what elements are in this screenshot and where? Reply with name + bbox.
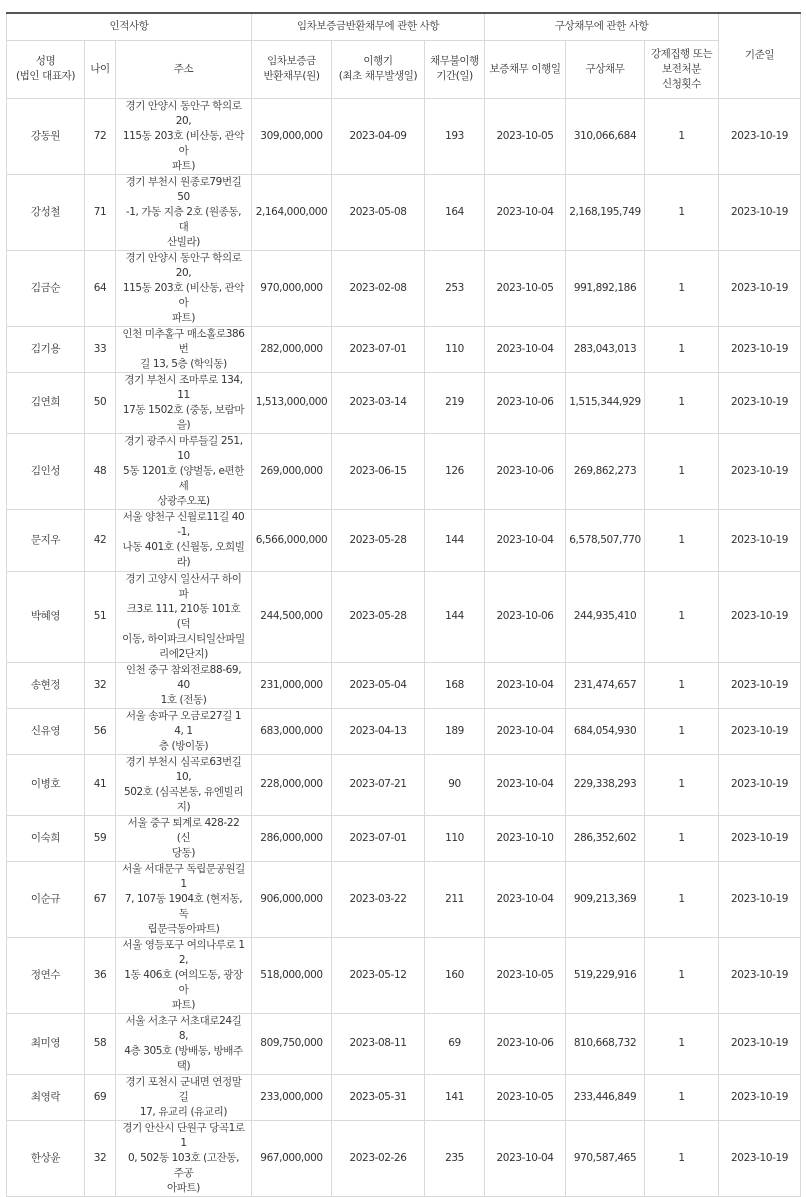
address-line: 경기 광주시 마루들길 251, 10 — [124, 434, 243, 462]
cell-deposit: 231,000,000 — [252, 662, 332, 708]
cell-base-date: 2023-10-19 — [719, 433, 801, 509]
header-perform-line1: 이행기 — [363, 55, 393, 67]
cell-default-days: 235 — [425, 1120, 485, 1196]
cell-name: 강성철 — [7, 174, 85, 250]
address-line: 경기 고양시 일산서구 하이파 — [125, 572, 242, 600]
table-row — [7, 509, 801, 571]
address-line: 인천 미추홀구 매소홀로386번 — [122, 327, 245, 355]
address-line: 길 13, 5층 (학익동) — [140, 357, 227, 370]
address-line: 서울 영등포구 여의나루로 12, — [122, 938, 245, 966]
cell-perform-date: 2023-05-28 — [332, 571, 425, 662]
cell-name: 정연수 — [7, 937, 85, 1013]
cell-name: 최미영 — [7, 1013, 85, 1074]
cell-guarantee-perform-date: 2023-10-04 — [485, 326, 566, 372]
cell-guarantee-perform-date: 2023-10-06 — [485, 1013, 566, 1074]
cell-base-date: 2023-10-19 — [719, 326, 801, 372]
cell-deposit: 6,566,000,000 — [252, 509, 332, 571]
cell-address — [116, 433, 252, 509]
address-line: 나동 401호 (신월동, 오희빌 — [122, 541, 245, 553]
cell-address — [116, 98, 252, 174]
cell-default-days: 144 — [425, 509, 485, 571]
table-row — [7, 1013, 801, 1074]
header-default-line2: 기간(일) — [436, 70, 473, 82]
cell-enforcement-count: 1 — [645, 815, 719, 861]
cell-guarantee-perform-date: 2023-10-04 — [485, 662, 566, 708]
header-address: 주소 — [116, 40, 252, 98]
debtor-table — [6, 12, 801, 1197]
table-row — [7, 326, 801, 372]
table-row — [7, 815, 801, 861]
cell-base-date: 2023-10-19 — [719, 815, 801, 861]
cell-enforcement-count: 1 — [645, 326, 719, 372]
cell-base-date: 2023-10-19 — [719, 1120, 801, 1196]
header-indemnity-amount: 구상채무 — [566, 40, 645, 98]
table-row — [7, 861, 801, 937]
header-enforce-line3: 신청횟수 — [662, 77, 702, 90]
address-line: 서울 서초구 서초대로24길 8, — [125, 1014, 242, 1042]
cell-deposit: 2,164,000,000 — [252, 174, 332, 250]
cell-name: 강동원 — [7, 98, 85, 174]
cell-perform-date: 2023-05-04 — [332, 662, 425, 708]
cell-enforcement-count: 1 — [645, 1120, 719, 1196]
cell-base-date: 2023-10-19 — [719, 571, 801, 662]
cell-guarantee-perform-date: 2023-10-04 — [485, 708, 566, 754]
cell-deposit: 244,500,000 — [252, 571, 332, 662]
cell-deposit: 233,000,000 — [252, 1074, 332, 1120]
cell-age: 36 — [85, 937, 116, 1013]
cell-base-date: 2023-10-19 — [719, 1013, 801, 1074]
cell-default-days: 160 — [425, 937, 485, 1013]
header-default-days — [425, 40, 485, 98]
header-base-date: 기준일 — [719, 13, 801, 98]
cell-age: 42 — [85, 509, 116, 571]
cell-perform-date: 2023-03-22 — [332, 861, 425, 937]
cell-deposit: 1,513,000,000 — [252, 372, 332, 433]
cell-age: 48 — [85, 433, 116, 509]
cell-address — [116, 662, 252, 708]
cell-age: 72 — [85, 98, 116, 174]
cell-deposit: 309,000,000 — [252, 98, 332, 174]
cell-age: 51 — [85, 571, 116, 662]
cell-enforcement-count: 1 — [645, 433, 719, 509]
cell-perform-date: 2023-02-26 — [332, 1120, 425, 1196]
cell-deposit: 906,000,000 — [252, 861, 332, 937]
address-line: 7, 107동 1904호 (현저동, 독 — [124, 892, 243, 920]
cell-default-days: 219 — [425, 372, 485, 433]
cell-age: 64 — [85, 250, 116, 326]
cell-name: 이순규 — [7, 861, 85, 937]
cell-deposit: 809,750,000 — [252, 1013, 332, 1074]
cell-deposit: 970,000,000 — [252, 250, 332, 326]
cell-age: 67 — [85, 861, 116, 937]
cell-default-days: 141 — [425, 1074, 485, 1120]
header-name — [7, 40, 85, 98]
address-line: 서울 서대문구 독립문공원길 1 — [122, 862, 245, 890]
address-line: 라) — [176, 556, 191, 568]
cell-indemnity-amount: 283,043,013 — [566, 326, 645, 372]
cell-perform-date: 2023-05-12 — [332, 937, 425, 1013]
header-deposit-line1: 임차보증금 — [267, 55, 316, 67]
address-line: 서울 중구 퇴계로 428-22 (신 — [127, 816, 240, 844]
cell-enforcement-count: 1 — [645, 174, 719, 250]
cell-guarantee-perform-date: 2023-10-04 — [485, 174, 566, 250]
cell-name: 김금순 — [7, 250, 85, 326]
cell-address — [116, 815, 252, 861]
header-name-line2: (법인 대표자) — [15, 70, 76, 82]
address-line: 인천 중구 참외전로88-69, 40 — [125, 663, 242, 691]
cell-enforcement-count: 1 — [645, 509, 719, 571]
cell-indemnity-amount: 810,668,732 — [566, 1013, 645, 1074]
address-line: -1, 가동 지층 2호 (원종동, 대 — [125, 205, 242, 233]
header-enforcement-count — [645, 40, 719, 98]
cell-address — [116, 708, 252, 754]
address-line: 층 (방이동) — [158, 739, 209, 752]
table-row — [7, 937, 801, 1013]
cell-indemnity-amount: 991,892,186 — [566, 250, 645, 326]
cell-perform-date: 2023-05-08 — [332, 174, 425, 250]
header-age: 나이 — [85, 40, 116, 98]
cell-guarantee-perform-date: 2023-10-05 — [485, 1074, 566, 1120]
address-line: 115동 203호 (비산동, 관악아 — [122, 281, 245, 309]
cell-age: 56 — [85, 708, 116, 754]
table-row — [7, 174, 801, 250]
cell-name: 김인성 — [7, 433, 85, 509]
cell-age: 58 — [85, 1013, 116, 1074]
header-personal: 인적사항 — [7, 13, 252, 40]
cell-default-days: 110 — [425, 815, 485, 861]
cell-deposit: 967,000,000 — [252, 1120, 332, 1196]
cell-enforcement-count: 1 — [645, 754, 719, 815]
address-line: 경기 부천시 심곡로63번길 10, — [125, 755, 242, 783]
cell-base-date: 2023-10-19 — [719, 509, 801, 571]
address-line: 경기 안양시 동안구 학의로 20, — [125, 99, 242, 127]
cell-perform-date: 2023-03-14 — [332, 372, 425, 433]
address-line: 0, 502동 103호 (고잔동, 주공 — [127, 1151, 240, 1179]
address-line: 파트) — [171, 159, 196, 172]
header-deposit — [252, 40, 332, 98]
cell-age: 50 — [85, 372, 116, 433]
cell-perform-date: 2023-05-31 — [332, 1074, 425, 1120]
address-line: 당동) — [171, 846, 196, 859]
cell-default-days: 164 — [425, 174, 485, 250]
cell-guarantee-perform-date: 2023-10-05 — [485, 250, 566, 326]
cell-address — [116, 509, 252, 571]
cell-address — [116, 937, 252, 1013]
cell-enforcement-count: 1 — [645, 708, 719, 754]
table-row — [7, 662, 801, 708]
header-indemnity-debt: 구상채무에 관한 사항 — [485, 13, 719, 40]
cell-guarantee-perform-date: 2023-10-10 — [485, 815, 566, 861]
cell-base-date: 2023-10-19 — [719, 98, 801, 174]
address-line: 경기 부천시 원종로79번길 50 — [125, 175, 242, 203]
cell-age: 71 — [85, 174, 116, 250]
header-perform-line2: (최초 채무발생일) — [338, 70, 418, 82]
cell-perform-date: 2023-04-13 — [332, 708, 425, 754]
cell-address — [116, 754, 252, 815]
address-line: 산빌라) — [167, 235, 200, 248]
cell-guarantee-perform-date: 2023-10-05 — [485, 937, 566, 1013]
cell-indemnity-amount: 909,213,369 — [566, 861, 645, 937]
header-default-line1: 채무불이행 — [430, 55, 479, 67]
header-perform-date — [332, 40, 425, 98]
cell-indemnity-amount: 233,446,849 — [566, 1074, 645, 1120]
cell-name: 신유영 — [7, 708, 85, 754]
cell-deposit: 683,000,000 — [252, 708, 332, 754]
header-deposit-line2: 반환채무(원) — [263, 70, 320, 82]
cell-enforcement-count: 1 — [645, 372, 719, 433]
address-line: 리에2단지) — [159, 647, 208, 660]
cell-enforcement-count: 1 — [645, 571, 719, 662]
address-line: 파트) — [171, 998, 196, 1011]
cell-address — [116, 372, 252, 433]
cell-address — [116, 174, 252, 250]
cell-name: 이병호 — [7, 754, 85, 815]
cell-perform-date: 2023-08-11 — [332, 1013, 425, 1074]
cell-base-date: 2023-10-19 — [719, 861, 801, 937]
address-line: 17, 유교리 (유교리) — [139, 1105, 228, 1118]
cell-enforcement-count: 1 — [645, 1013, 719, 1074]
cell-perform-date: 2023-02-08 — [332, 250, 425, 326]
cell-indemnity-amount: 310,066,684 — [566, 98, 645, 174]
cell-guarantee-perform-date: 2023-10-05 — [485, 98, 566, 174]
cell-perform-date: 2023-05-28 — [332, 509, 425, 571]
address-line: 립문극동아파트) — [147, 922, 220, 935]
address-line: 경기 포천시 군내면 연정말길 — [125, 1075, 242, 1103]
cell-indemnity-amount: 1,515,344,929 — [566, 372, 645, 433]
address-line: 4층 305호 (방배동, 방배주택) — [124, 1044, 243, 1072]
cell-age: 32 — [85, 1120, 116, 1196]
cell-enforcement-count: 1 — [645, 250, 719, 326]
table-row — [7, 571, 801, 662]
table-row — [7, 433, 801, 509]
cell-guarantee-perform-date: 2023-10-04 — [485, 861, 566, 937]
cell-guarantee-perform-date: 2023-10-04 — [485, 754, 566, 815]
header-guarantee-perform-date: 보증채무 이행일 — [485, 40, 566, 98]
address-line: 502호 (심곡본동, 유엔빌리지) — [123, 785, 244, 813]
table-row — [7, 754, 801, 815]
table-row — [7, 1120, 801, 1196]
cell-indemnity-amount: 244,935,410 — [566, 571, 645, 662]
header-enforce-line2: 보전처분 — [662, 62, 702, 75]
address-line: 경기 부천시 조마루로 134, 11 — [124, 373, 243, 401]
address-line: 1동 406호 (여의도동, 광장아 — [124, 968, 243, 996]
cell-default-days: 110 — [425, 326, 485, 372]
cell-name: 한상윤 — [7, 1120, 85, 1196]
cell-indemnity-amount: 229,338,293 — [566, 754, 645, 815]
cell-enforcement-count: 1 — [645, 861, 719, 937]
cell-address — [116, 1013, 252, 1074]
header-name-line1: 성명 — [35, 55, 56, 67]
table-row — [7, 250, 801, 326]
cell-address — [116, 326, 252, 372]
cell-deposit: 518,000,000 — [252, 937, 332, 1013]
table-row — [7, 98, 801, 174]
cell-base-date: 2023-10-19 — [719, 754, 801, 815]
cell-name: 박혜영 — [7, 571, 85, 662]
cell-perform-date: 2023-04-09 — [332, 98, 425, 174]
cell-base-date: 2023-10-19 — [719, 937, 801, 1013]
table-body — [7, 98, 801, 1196]
cell-indemnity-amount: 519,229,916 — [566, 937, 645, 1013]
cell-guarantee-perform-date: 2023-10-06 — [485, 433, 566, 509]
cell-name: 김기용 — [7, 326, 85, 372]
cell-default-days: 144 — [425, 571, 485, 662]
cell-age: 33 — [85, 326, 116, 372]
address-line: 크3로 111, 210동 101호 (덕 — [126, 602, 241, 630]
cell-indemnity-amount: 684,054,930 — [566, 708, 645, 754]
cell-perform-date: 2023-06-15 — [332, 433, 425, 509]
cell-name: 김연희 — [7, 372, 85, 433]
address-line: 5동 1201호 (양벌동, e편한세 — [122, 464, 245, 492]
cell-guarantee-perform-date: 2023-10-04 — [485, 1120, 566, 1196]
cell-name: 최영락 — [7, 1074, 85, 1120]
cell-indemnity-amount: 231,474,657 — [566, 662, 645, 708]
cell-address — [116, 571, 252, 662]
cell-enforcement-count: 1 — [645, 662, 719, 708]
cell-indemnity-amount: 6,578,507,770 — [566, 509, 645, 571]
cell-perform-date: 2023-07-01 — [332, 326, 425, 372]
cell-deposit: 282,000,000 — [252, 326, 332, 372]
cell-perform-date: 2023-07-01 — [332, 815, 425, 861]
cell-indemnity-amount: 2,168,195,749 — [566, 174, 645, 250]
cell-default-days: 168 — [425, 662, 485, 708]
cell-base-date: 2023-10-19 — [719, 372, 801, 433]
table-row — [7, 372, 801, 433]
address-line: 상광주오포) — [157, 494, 210, 507]
header-deposit-debt: 임차보증금반환채무에 관한 사항 — [252, 13, 485, 40]
cell-default-days: 90 — [425, 754, 485, 815]
cell-default-days: 253 — [425, 250, 485, 326]
cell-address — [116, 250, 252, 326]
address-line: 이동, 하이파크시티일산파밀 — [122, 632, 245, 645]
address-line: 1호 (전동) — [160, 693, 207, 706]
cell-base-date: 2023-10-19 — [719, 662, 801, 708]
address-line: 아파트) — [167, 1181, 200, 1194]
cell-enforcement-count: 1 — [645, 98, 719, 174]
header-enforce-line1: 강제집행 또는 — [650, 47, 713, 60]
address-line: 경기 안산시 단원구 당곡1로 1 — [122, 1121, 245, 1149]
cell-enforcement-count: 1 — [645, 937, 719, 1013]
cell-enforcement-count: 1 — [645, 1074, 719, 1120]
cell-address — [116, 861, 252, 937]
cell-indemnity-amount: 286,352,602 — [566, 815, 645, 861]
cell-base-date: 2023-10-19 — [719, 250, 801, 326]
table-row — [7, 708, 801, 754]
cell-deposit: 228,000,000 — [252, 754, 332, 815]
address-line: 파트) — [171, 311, 196, 324]
cell-default-days: 193 — [425, 98, 485, 174]
cell-base-date: 2023-10-19 — [719, 708, 801, 754]
cell-guarantee-perform-date: 2023-10-06 — [485, 571, 566, 662]
cell-deposit: 286,000,000 — [252, 815, 332, 861]
cell-indemnity-amount: 970,587,465 — [566, 1120, 645, 1196]
address-line: 115동 203호 (비산동, 관악아 — [122, 129, 245, 157]
address-line: 서울 양천구 신월로11길 40-1, — [122, 511, 245, 538]
cell-indemnity-amount: 269,862,273 — [566, 433, 645, 509]
address-line: 경기 안양시 동안구 학의로 20, — [125, 251, 242, 279]
cell-address — [116, 1074, 252, 1120]
cell-name: 문지우 — [7, 509, 85, 571]
cell-perform-date: 2023-07-21 — [332, 754, 425, 815]
address-line: 17동 1502호 (중동, 보람마을) — [122, 403, 245, 431]
cell-base-date: 2023-10-19 — [719, 174, 801, 250]
cell-name: 이숙희 — [7, 815, 85, 861]
cell-age: 59 — [85, 815, 116, 861]
cell-age: 32 — [85, 662, 116, 708]
address-line: 서울 송파구 오금로27길 14, 1 — [125, 709, 242, 737]
cell-guarantee-perform-date: 2023-10-06 — [485, 372, 566, 433]
cell-address — [116, 1120, 252, 1196]
cell-default-days: 126 — [425, 433, 485, 509]
cell-deposit: 269,000,000 — [252, 433, 332, 509]
cell-name: 송현정 — [7, 662, 85, 708]
cell-default-days: 69 — [425, 1013, 485, 1074]
table-row — [7, 1074, 801, 1120]
cell-guarantee-perform-date: 2023-10-04 — [485, 509, 566, 571]
cell-default-days: 211 — [425, 861, 485, 937]
cell-default-days: 189 — [425, 708, 485, 754]
cell-base-date: 2023-10-19 — [719, 1074, 801, 1120]
cell-age: 69 — [85, 1074, 116, 1120]
cell-age: 41 — [85, 754, 116, 815]
